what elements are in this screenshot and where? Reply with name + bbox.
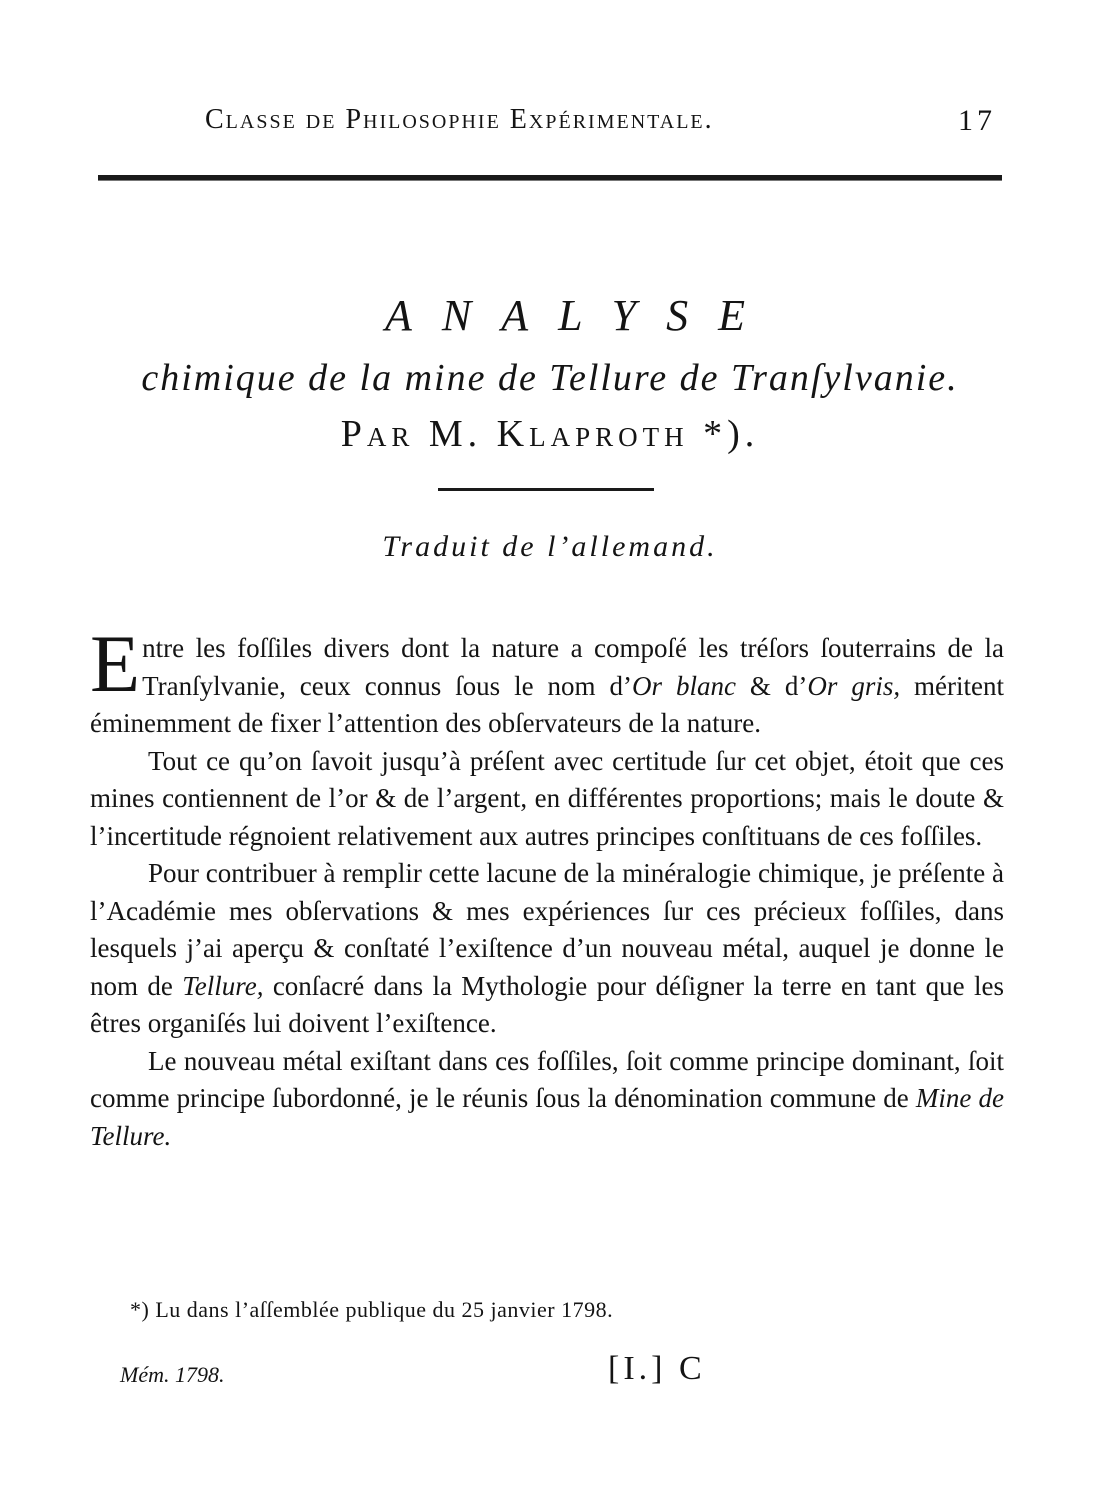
paragraph-3 (90, 855, 1004, 1043)
paragraph-1-em-b: Or gris, (807, 670, 901, 701)
paragraph-1 (90, 618, 1005, 743)
article-title: ANALYSE (384, 291, 776, 340)
body-text (90, 618, 1005, 1155)
footnote: *) Lu dans l’aſſemblée publique du 25 janvier 1798. (130, 1297, 614, 1322)
running-head: Classe de Philosophie Expérimentale. (205, 104, 714, 135)
translated-note: Traduit de l’allemand. (382, 530, 718, 563)
paragraph-4-em: Mine de Tellure. (90, 1083, 1004, 1151)
footer-memoir-year: Mém. 1798. (120, 1362, 225, 1387)
paragraph-1-text-a: ntre les foſſiles divers dont la nature a compoſé les tréſors ſouterrains de la Tranſylvanie, ceux connus ſous le nom d’ (142, 633, 1004, 701)
paragraph-3-text-a: Pour contribuer à remplir cette lacune de la minéralogie chimique, je préſente à l’Académie mes obſervations & mes expériences ſur ces précieux foſſiles, dans lesquels j’ai aperçu & conſtaté l’exiſtence d’un nouveau métal, auquel je donne le nom de (90, 858, 1004, 1001)
article-byline: Par M. Klaproth *). (340, 413, 760, 455)
paragraph-1-text-b: & d’ (735, 670, 808, 701)
paragraph-3-text-b: conſacré dans la Mythologie pour déſigner la terre en tant que les êtres organiſés lui doivent l’exiſtence. (90, 970, 1004, 1038)
paragraph-1-text-c: méritent éminemment de fixer l’attention des obſervateurs de la nature. (90, 670, 1005, 738)
header-rule (98, 175, 1002, 181)
paragraph-2: Tout ce qu’on ſavoit jusqu’à préſent avec certitude ſur cet objet, étoit que ces mines contiennent de l’or & de l’argent, en différentes proportions; mais le doute & l’incertitude régnoient relativement aux autres principes conſtituans de ces foſſiles. (90, 745, 1004, 851)
article-subtitle: chimique de la mine de Tellure de Tranſylvanie. (141, 357, 959, 399)
paragraph-4 (90, 1043, 1004, 1156)
paragraph-3-em: Tellure, (182, 970, 264, 1001)
title-rule (438, 488, 654, 491)
page-number: 17 (958, 104, 996, 137)
paragraph-4-text-a: Le nouveau métal exiſtant dans ces foſſiles, ſoit comme principe dominant, ſoit comme principe ſubordonné, je le réunis ſous la dénomination commune de (90, 1045, 1004, 1113)
footer-signature: [I.] C (608, 1350, 706, 1387)
drop-cap: E (90, 618, 141, 709)
paragraph-1-em-a: Or blanc (632, 670, 736, 701)
